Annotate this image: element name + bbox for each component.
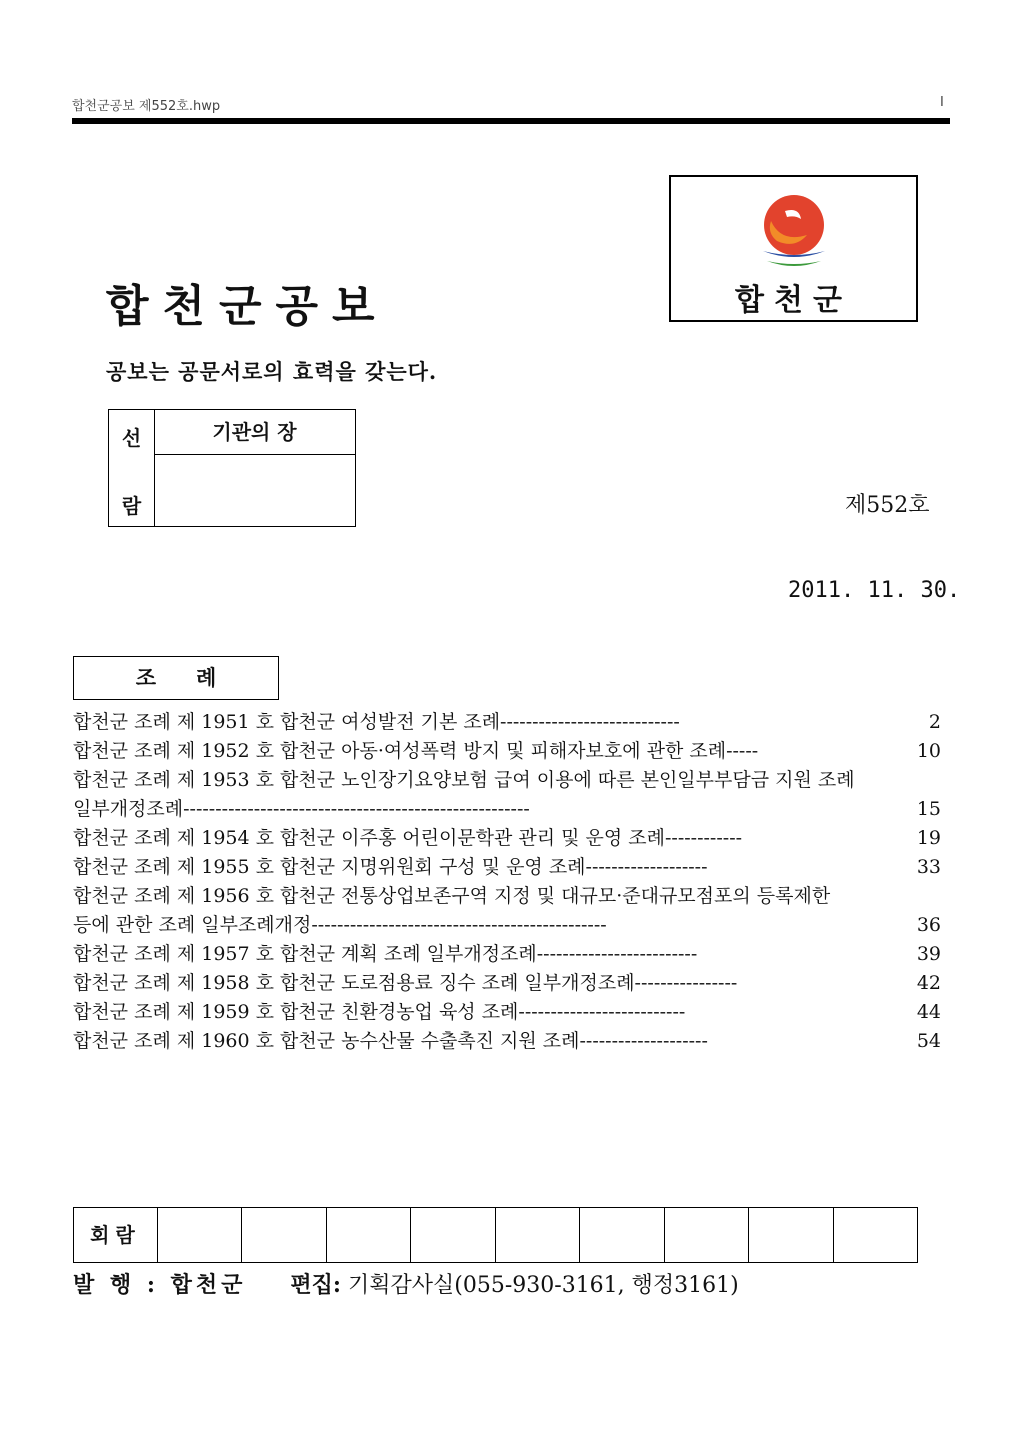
toc-entry[interactable] xyxy=(73,1027,949,1056)
county-logo xyxy=(669,175,918,322)
header-rule xyxy=(72,118,950,124)
toc-entry-text: 합천군 조례 제 1954 호 합천군 이주홍 어린이문학관 관리 및 운영 조례------------ xyxy=(73,827,743,849)
toc-entry[interactable] xyxy=(73,737,949,766)
issue-date: 2011. 11. 30. xyxy=(788,578,961,603)
toc-entry-page: 15 xyxy=(916,798,941,820)
emblem-green-wave xyxy=(767,261,821,266)
circulation-box xyxy=(73,1207,918,1263)
header-page-marker: I xyxy=(940,95,944,110)
toc-entry-page: 42 xyxy=(916,972,941,994)
page-title: 합천군공보 xyxy=(106,281,389,332)
subtitle: 공보는 공문서로의 효력을 갖는다. xyxy=(106,359,438,384)
toc-entry-page: 10 xyxy=(916,740,941,762)
circulation-cell xyxy=(158,1208,242,1262)
toc-entry[interactable] xyxy=(73,998,949,1027)
circulation-cell xyxy=(496,1208,580,1262)
toc-entry-text: 합천군 조례 제 1955 호 합천군 지명위원회 구성 및 운영 조례------------------- xyxy=(73,856,708,878)
toc-entry[interactable] xyxy=(73,882,949,911)
toc-entry[interactable] xyxy=(73,940,949,969)
toc-entry-text: 합천군 조례 제 1953 호 합천군 노인장기요양보험 급여 이용에 따른 본인일부부담금 지원 조례 xyxy=(73,769,855,791)
toc-entry[interactable] xyxy=(73,766,949,795)
table-of-contents xyxy=(73,708,949,1056)
approval-sign-area xyxy=(154,454,355,526)
circulation-cell xyxy=(327,1208,411,1262)
section-title: 조례 xyxy=(73,656,279,700)
header-file-name: 합천군공보 제552호.hwp xyxy=(72,99,221,114)
logo-text: 합천군 xyxy=(735,283,852,318)
toc-entry-text: 합천군 조례 제 1958 호 합천군 도로점용료 징수 조례 일부개정조례---------------- xyxy=(73,972,738,994)
circulation-cell xyxy=(580,1208,664,1262)
toc-entry-page: 36 xyxy=(916,914,941,936)
toc-entry-text: 합천군 조례 제 1956 호 합천군 전통상업보존구역 지정 및 대규모·준대규모점포의 등록제한 xyxy=(73,885,831,907)
circulation-cell xyxy=(665,1208,749,1262)
circulation-cell xyxy=(749,1208,833,1262)
toc-entry-text: 합천군 조례 제 1951 호 합천군 여성발전 기본 조례---------------------------- xyxy=(73,711,680,733)
circulation-cell xyxy=(242,1208,326,1262)
footer-editor: 기획감사실(055-930-3161, 행정3161) xyxy=(348,1273,739,1298)
toc-entry-text: 일부개정조례------------------------------------------------------ xyxy=(73,798,530,820)
toc-entry-page: 19 xyxy=(916,827,941,849)
toc-entry-page: 39 xyxy=(916,943,941,965)
approval-box xyxy=(108,409,356,527)
circulation-cell xyxy=(411,1208,495,1262)
toc-entry-page: 54 xyxy=(916,1030,941,1052)
footer xyxy=(73,1268,739,1299)
toc-entry[interactable] xyxy=(73,824,949,853)
toc-entry[interactable] xyxy=(73,911,949,940)
toc-entry[interactable] xyxy=(73,795,949,824)
toc-entry-text: 합천군 조례 제 1959 호 합천군 친환경농업 육성 조례-------------------------- xyxy=(73,1001,686,1023)
approval-label-top: 선 xyxy=(121,426,142,450)
toc-entry-page: 44 xyxy=(916,1001,941,1023)
county-emblem-icon xyxy=(751,191,837,271)
toc-entry[interactable] xyxy=(73,853,949,882)
toc-entry-page: 33 xyxy=(916,856,941,878)
approval-label-bottom: 람 xyxy=(121,494,142,518)
footer-editor-label: 편집: xyxy=(290,1272,341,1298)
toc-entry-text: 합천군 조례 제 1952 호 합천군 아동·여성폭력 방지 및 피해자보호에 관한 조례----- xyxy=(73,740,759,762)
toc-entry-text: 등에 관한 조례 일부조례개정---------------------------------------------- xyxy=(73,914,607,936)
footer-editor-block xyxy=(290,1273,738,1298)
footer-publisher: 발 행 : 합천군 xyxy=(73,1272,247,1298)
approval-label-column xyxy=(109,410,155,526)
approval-head: 기관의 장 xyxy=(154,410,355,455)
toc-entry-page: 2 xyxy=(928,711,941,733)
toc-entry[interactable] xyxy=(73,708,949,737)
issue-number: 제552호 xyxy=(845,493,930,518)
circulation-label: 회람 xyxy=(74,1208,158,1262)
toc-entry-text: 합천군 조례 제 1960 호 합천군 농수산물 수출촉진 지원 조례-------------------- xyxy=(73,1030,708,1052)
toc-entry[interactable] xyxy=(73,969,949,998)
circulation-cell xyxy=(834,1208,917,1262)
toc-entry-text: 합천군 조례 제 1957 호 합천군 계획 조례 일부개정조례------------------------- xyxy=(73,943,698,965)
